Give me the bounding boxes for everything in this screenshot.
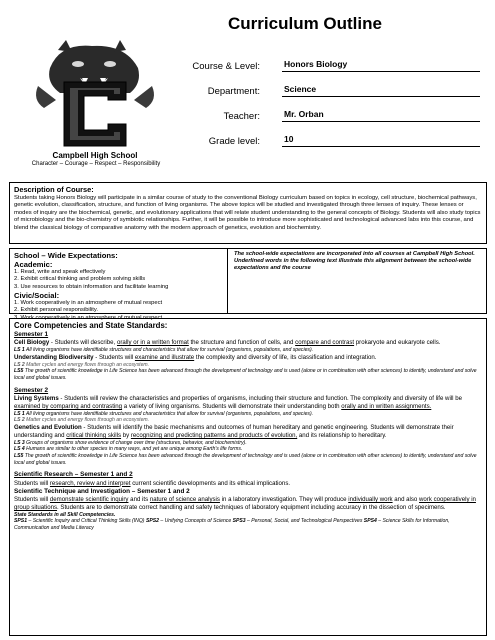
scientific-technique-paragraph: Students will demonstrate scientific inquiry and its nature of science analysis in a laboratory investigation. They will produce individually work and also work cooperatively in group situations. Students are to demonstrate correct handling and safety techniques of laboratory equipment including accuracy in the dissection of specimens. (14, 495, 476, 511)
field-label: Department: (207, 86, 260, 97)
school-wide-expectations-box (9, 248, 487, 321)
school-motto: Character – Courage – Respect – Responsibility (31, 161, 161, 167)
academic-item: 2. Exhibit critical thinking and problem solving skills (14, 276, 146, 283)
standard-ls5: LS5 The growth of scientific knowledge in Life Science has been advanced through the development of technology and is used (alone or in combination with other sciences) to identify, understand and solve local and global issues. (14, 368, 477, 381)
academic-item: 3. Use resources to obtain information and facilitate learning (14, 283, 169, 290)
sps-standards: SPS1 – Scientific Inquiry and Critical Thinking Skills (INQ) SPS2 – Unifying Concepts of Science SPS3 – Personal, Social, and Technological Perspectives SPS4 – Science Skills for Information, Communication and Media Literacy (14, 518, 450, 531)
civic-heading: Civic/Social: (14, 290, 60, 300)
description-heading: Description of Course: (14, 185, 94, 194)
expectations-list (10, 249, 228, 321)
page-title: Curriculum Outline (228, 14, 382, 33)
field-label: Course & Level: (192, 61, 260, 72)
core-competencies-box (9, 318, 487, 636)
standard-ls5: LS5 The growth of scientific knowledge in Life Science has been advanced through the development of technology and is used (alone or in combination with other sciences) to identify, understand and solve local and global issues. (14, 453, 477, 466)
field-value: Honors Biology (282, 59, 480, 72)
civic-item: 3. Work cooperatively in an atmosphere of mutual respect (14, 314, 163, 321)
expectations-heading: School – Wide Expectations: (14, 251, 118, 260)
biodiversity-title: Understanding Biodiversity (14, 353, 94, 361)
civic-item: 2. Exhibit personal responsibility. (14, 307, 98, 314)
field-department (180, 83, 480, 99)
standard-ls4: LS 4 Humans are similar to other species in many ways, and yet are unique among Earth's life forms. (14, 446, 243, 453)
description-text: Students taking Honors Biology will participate in a similar course of study to the conventional Biology curriculum based on topics in ecology, cell structure, biochemical pathways, genetic evolution, classification, structure, and function of living organisms. The above topics will be studied and investigated through three lenses of inquiry. These lenses or modes of inquiry are the biochemical, genetic, and evolutionary applications that will relate student understanding to the general concepts of Biology. Students will also study topics of microbiology and the bio-chemistry of symbiotic relationships. Further, it will be possible to introduce more sophisticated and technological advanced labs into this course, and blend the classical biology of comparative anatomy with the modern approach of genetics, evolution and biochemistry. (14, 194, 481, 231)
genetics-evolution-title: Genetics and Evolution (14, 424, 82, 431)
civic-item: 1. Work cooperatively in an atmosphere of mutual respect (14, 300, 163, 307)
expectations-note: The school-wide expectations are incorporated into all courses at Campbell High School. Underlined words in the following text illustrate this alignment between the school-wide expectations and the course (234, 251, 475, 272)
semester-1-heading: Semester 1 (14, 331, 49, 338)
competencies-heading: Core Competencies and State Standards: (14, 321, 168, 330)
standard-ls3: LS 3 Groups of organisms show evidence of change over time (structures, behavior, and biochemistry). (14, 439, 247, 446)
course-description-box (9, 182, 487, 244)
state-standards-line: State Standards in all Skill Competencies. (14, 511, 116, 518)
living-systems-title: Living Systems (14, 394, 59, 402)
scientific-research-heading: Scientific Research – Semester 1 and 2 (14, 471, 133, 479)
standard-ls2: LS 2 Matter cycles and energy flows through an ecosystem. (14, 417, 150, 424)
scientific-technique-heading: Scientific Technique and Investigation – Semester 1 and 2 (14, 487, 190, 495)
field-value: Science (282, 84, 480, 97)
field-value: Mr. Orban (282, 109, 480, 122)
scientific-research-paragraph: Students will research, review and interpret current scientific developments and its ethical implications. (14, 479, 291, 487)
panther-icon (30, 38, 160, 150)
academic-item: 1. Read, write and speak effectively (14, 269, 106, 276)
living-systems-paragraph: Living Systems - Students will review the characteristics and properties of organisms, including their structure and function. The complexity and diversity of life will be examined by comparing and contrasting a variety of living organisms. Students will demonstrate their understanding both orally and in written assignments. (14, 394, 462, 410)
standard-ls1: LS 1 All living organisms have identifiable structures and characteristics that allow for survival (organisms, populations, and species). (14, 410, 314, 417)
field-label: Teacher: (223, 111, 260, 122)
biodiversity-paragraph: Understanding Biodiversity - Students will examine and illustrate the complexity and diversity of life, its classification and integration. (14, 353, 377, 361)
field-value: 10 (282, 134, 480, 147)
academic-heading: Academic: (14, 260, 53, 270)
cell-biology-title: Cell Biology (14, 339, 50, 347)
school-name: Campbell High School (52, 151, 138, 160)
standard-ls2: LS 2 Matter cycles and energy flows through an ecosystem. (14, 361, 150, 368)
field-label: Grade level: (208, 136, 260, 147)
genetics-evolution-paragraph: Genetics and Evolution - Students will identify the basic mechanisms and outcomes of human hereditary and genetic engineering. Students will demonstrate their understanding and critical thinking skills by recognizing and predicting patterns and products of evolution, and its relationship to hereditary. (14, 424, 454, 439)
field-course-level (180, 58, 480, 74)
panther-mascot-logo (30, 38, 160, 150)
field-teacher (180, 108, 480, 124)
semester-2-heading: Semester 2 (14, 386, 49, 394)
field-grade-level (180, 133, 480, 149)
cell-biology-paragraph: Cell Biology - Students will describe, orally or in a written format the structure and function of cells, and compare and contrast prokaryote and eukaryote cells. (14, 339, 441, 347)
standard-ls1: LS 1 All living organisms have identifiable structures and characteristics that allow for survival (organisms, populations, and species). (14, 347, 314, 354)
